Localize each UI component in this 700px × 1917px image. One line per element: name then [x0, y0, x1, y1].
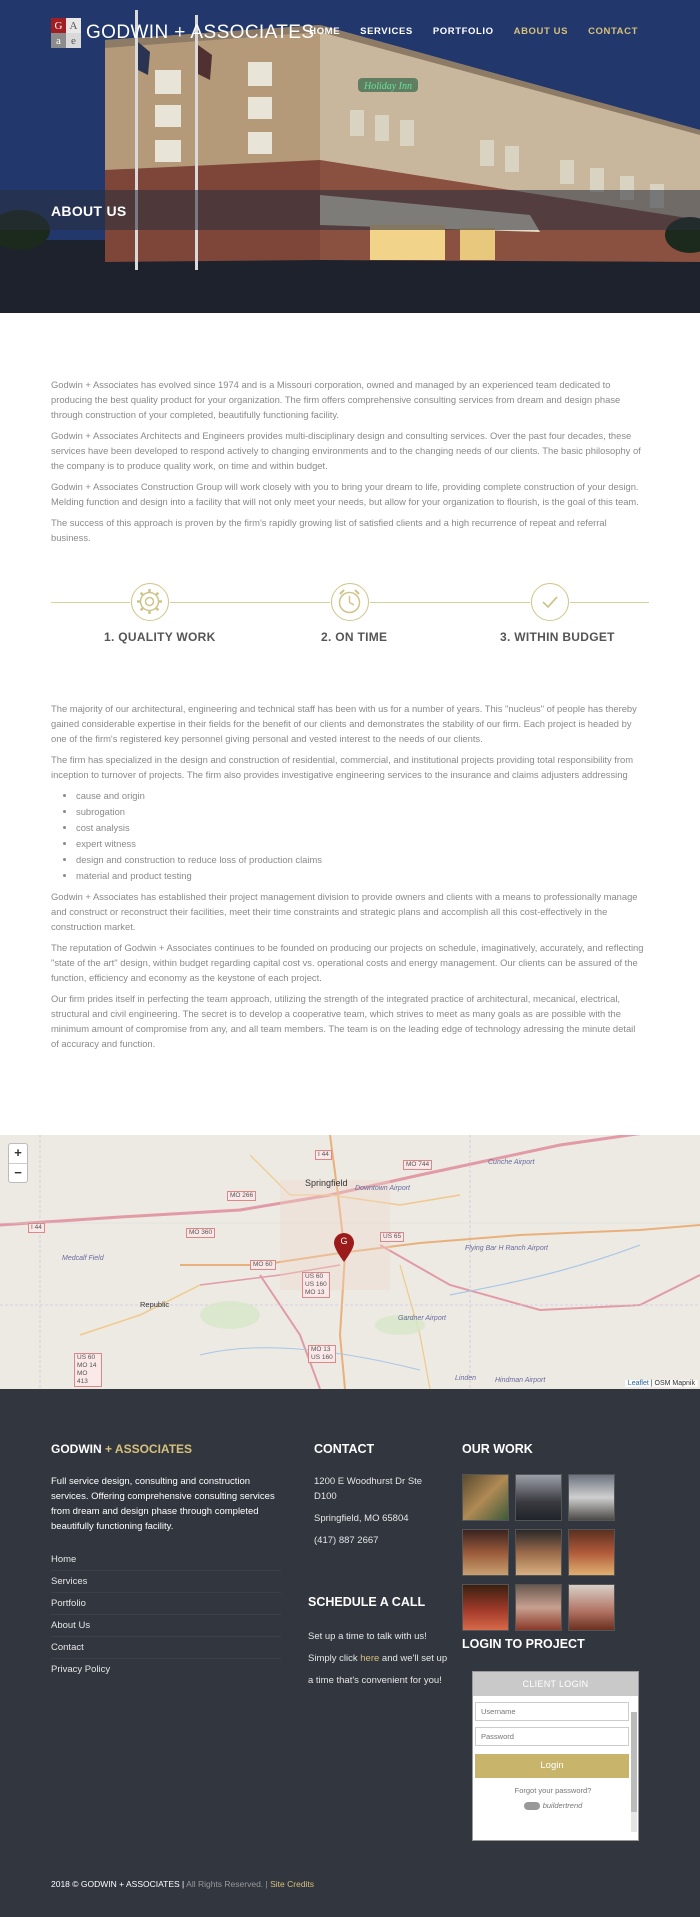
site-footer [0, 1389, 700, 1917]
zoom-in-button[interactable]: + [14, 1145, 22, 1160]
contact-heading: CONTACT [314, 1442, 375, 1456]
route-shield: MO 266 [227, 1191, 256, 1201]
map-marker[interactable]: G [333, 1233, 355, 1263]
forgot-password-link[interactable]: Forgot your password? [514, 1786, 592, 1795]
route-shield: MO 13 US 160 [308, 1345, 336, 1363]
brand-name: GODWIN + ASSOCIATES [86, 22, 315, 43]
list-item: • expert witness [76, 836, 645, 851]
list-item: • cause and origin [76, 788, 645, 803]
body-paragraph: Godwin + Associates has established their project management division to provide owners and clients with a means to professionally manage and construct or reconstruct their facilities, meet their time constraints and strategic plans and accomplish all this cost-effectively in the construction market. [51, 891, 638, 932]
map-airport-label: Flying Bar H Ranch Airport [465, 1245, 548, 1252]
password-input[interactable] [475, 1727, 629, 1746]
footer-link-contact[interactable]: Contact [51, 1637, 281, 1659]
map-airport-label: Hindman Airport [495, 1377, 546, 1384]
intro-paragraph: Godwin + Associates has evolved since 1974 and is a Missouri corporation, owned and managed by an experienced team dedicated to producing the best quality product for your organization. The firm offers comprehensive consulting services from dream and design phase through construction of your completed, beautifully functioning facility. [51, 379, 621, 420]
body-paragraph: The reputation of Godwin + Associates continues to be founded on producing our projects on schedule, imaginatively, accurately, and reflecting "state of the art" design, within budget regarding capital cost vs. operational costs and energy management. Our clients can be assured of the function, efficiency and economy as the keystone of each project. [51, 942, 644, 983]
list-item: • cost analysis [76, 820, 645, 835]
footer-link-about[interactable]: About Us [51, 1615, 281, 1637]
map-place-label: Linden [455, 1375, 477, 1382]
footer-brand: GODWIN + ASSOCIATES [51, 1442, 193, 1456]
nav-home[interactable]: HOME [309, 26, 341, 37]
location-map[interactable] [0, 1135, 700, 1389]
route-shield: US 60 MO 14 MO 413 [74, 1353, 102, 1387]
nav-services[interactable]: SERVICES [360, 26, 413, 37]
route-shield: MO 360 [186, 1228, 215, 1238]
map-city-label: Springfield [305, 1178, 348, 1188]
footer-link-portfolio[interactable]: Portfolio [51, 1593, 281, 1615]
route-shield: US 60 US 160 MO 13 [302, 1272, 330, 1298]
step-label: 1. QUALITY WORK [104, 630, 216, 644]
services-list [51, 788, 645, 883]
work-heading: OUR WORK [462, 1442, 533, 1456]
body-paragraph: The majority of our architectural, engineering and technical staff has been with us for a number of years. This "nucleus" of people has thereby gained considerable expertise in their fields for the benefit of our clients and demonstrates the stability of our firm. Each project is headed by one of the firm's registered key personnel giving personal and vested interest to the needs of our clients. [51, 703, 637, 744]
leaflet-link[interactable]: Leaflet [627, 1380, 649, 1387]
page-title: ABOUT US [51, 203, 127, 219]
schedule-here-link[interactable]: here [360, 1653, 380, 1664]
map-airport-label: Downtown Airport [355, 1185, 410, 1192]
main-nav [309, 26, 638, 37]
client-login-widget [472, 1671, 639, 1841]
route-shield: US 65 [380, 1232, 404, 1242]
map-airport-label: Gardner Airport [398, 1315, 446, 1322]
logo-mark-icon: G A a e [51, 18, 81, 48]
alarm-clock-icon [331, 583, 369, 621]
checkmark-icon [531, 583, 569, 621]
map-attribution: Leaflet | OSM Mapnik [625, 1380, 698, 1387]
footer-link-privacy[interactable]: Privacy Policy [51, 1664, 111, 1675]
login-scrollbar[interactable] [631, 1712, 637, 1832]
cloud-icon [524, 1802, 540, 1810]
nav-about-us[interactable]: ABOUT US [513, 26, 569, 37]
buildertrend-logo: buildertrend [473, 1801, 633, 1810]
username-input[interactable] [475, 1702, 629, 1721]
client-login-header: CLIENT LOGIN [473, 1672, 638, 1696]
gallery-thumb[interactable] [462, 1584, 509, 1631]
intro-paragraph: Godwin + Associates Architects and Engineers provides multi-disciplinary design and consulting services. Over the past four decades, these services have been developed to respond actively to changing environments and to the changing needs of our clients. The basic philosophy of the company is to produce quality work, on time and within budget. [51, 430, 641, 471]
step-label: 3. WITHIN BUDGET [500, 630, 615, 644]
address-line: 1200 E Woodhurst Dr Ste D100 [314, 1476, 423, 1502]
body-paragraph: Our firm prides itself in perfecting the team approach, utilizing the strength of the integrated practice of architectural, mecanical, electrical, structural and civil engineering. The secret is to develop a cooperative team, which strives to meet as many goals as are possible with the minimum amount of compromise from any, and all team members. The team is on the leading edge of technology adressing the minute detail of accuracy and function. [51, 993, 636, 1049]
gallery-thumb[interactable] [568, 1584, 615, 1631]
intro-section [51, 377, 645, 551]
gallery-thumb[interactable] [515, 1529, 562, 1576]
site-credits-link[interactable]: Site Credits [270, 1879, 315, 1889]
route-shield: MO 60 [250, 1260, 276, 1270]
route-shield: MO 744 [403, 1160, 432, 1170]
gallery-thumb[interactable] [515, 1584, 562, 1631]
gear-icon [131, 583, 169, 621]
nav-portfolio[interactable]: PORTFOLIO [432, 26, 494, 37]
login-button[interactable]: Login [475, 1754, 629, 1778]
contact-info [314, 1474, 434, 1555]
route-shield: I 44 [28, 1223, 45, 1233]
map-airport-label: Cunche Airport [488, 1159, 535, 1166]
map-zoom-control [8, 1143, 28, 1183]
footer-description: Full service design, consulting and construction services. Offering comprehensive consulting services from dream and design phase through completed beautifully functioning facility. [51, 1476, 275, 1532]
map-airport-label: Medcalf Field [62, 1255, 104, 1262]
gallery-thumb[interactable] [462, 1474, 509, 1521]
login-heading: LOGIN TO PROJECT [462, 1637, 585, 1651]
list-item: • design and construction to reduce loss of production claims [76, 852, 645, 867]
route-shield: I 44 [315, 1150, 332, 1160]
gallery-thumb[interactable] [462, 1529, 509, 1576]
about-body [51, 701, 645, 1057]
footer-nav [51, 1549, 281, 1681]
phone-number[interactable]: (417) 887 2667 [314, 1535, 379, 1546]
zoom-out-button[interactable]: − [9, 1163, 27, 1182]
intro-paragraph: The success of this approach is proven by the firm's rapidly growing list of satisfied clients and a high recurrence of repeat and referral business. [51, 517, 607, 543]
step-label: 2. ON TIME [321, 630, 388, 644]
gallery-thumb[interactable] [515, 1474, 562, 1521]
list-item: • material and product testing [76, 868, 645, 883]
gallery-thumb[interactable] [568, 1474, 615, 1521]
intro-paragraph: Godwin + Associates Construction Group will work closely with you to bring your dream to life, providing complete construction of your design. Melding function and design into a facility that will not only meet your needs, but allow for your organization to flourish, is the goal of this team. [51, 481, 639, 507]
work-gallery [462, 1474, 622, 1631]
brand-logo[interactable] [51, 18, 314, 48]
footer-link-services[interactable]: Services [51, 1571, 281, 1593]
schedule-heading: SCHEDULE A CALL [308, 1595, 426, 1609]
svg-text:Holiday Inn: Holiday Inn [363, 81, 413, 92]
gallery-thumb[interactable] [568, 1529, 615, 1576]
body-paragraph: The firm has specialized in the design and construction of residential, commercial, and institutional projects providing total responsibility from inception to turnover of projects. The firm also provides investigative engineering services to the insurance and claims adjusters addressing [51, 754, 634, 780]
copyright: 2018 © GODWIN + ASSOCIATES | All Rights Reserved. | Site Credits [51, 1879, 315, 1889]
process-steps [51, 580, 649, 650]
map-town-label: Republic [140, 1300, 170, 1309]
nav-contact[interactable]: CONTACT [588, 26, 638, 37]
list-item: • subrogation [76, 804, 645, 819]
schedule-call: Set up a time to talk with us! Simply click here and we'll set up a time that's convenient for you! [308, 1631, 448, 1686]
footer-link-home[interactable]: Home [51, 1549, 281, 1571]
city-line: Springfield, MO 65804 [314, 1513, 409, 1524]
